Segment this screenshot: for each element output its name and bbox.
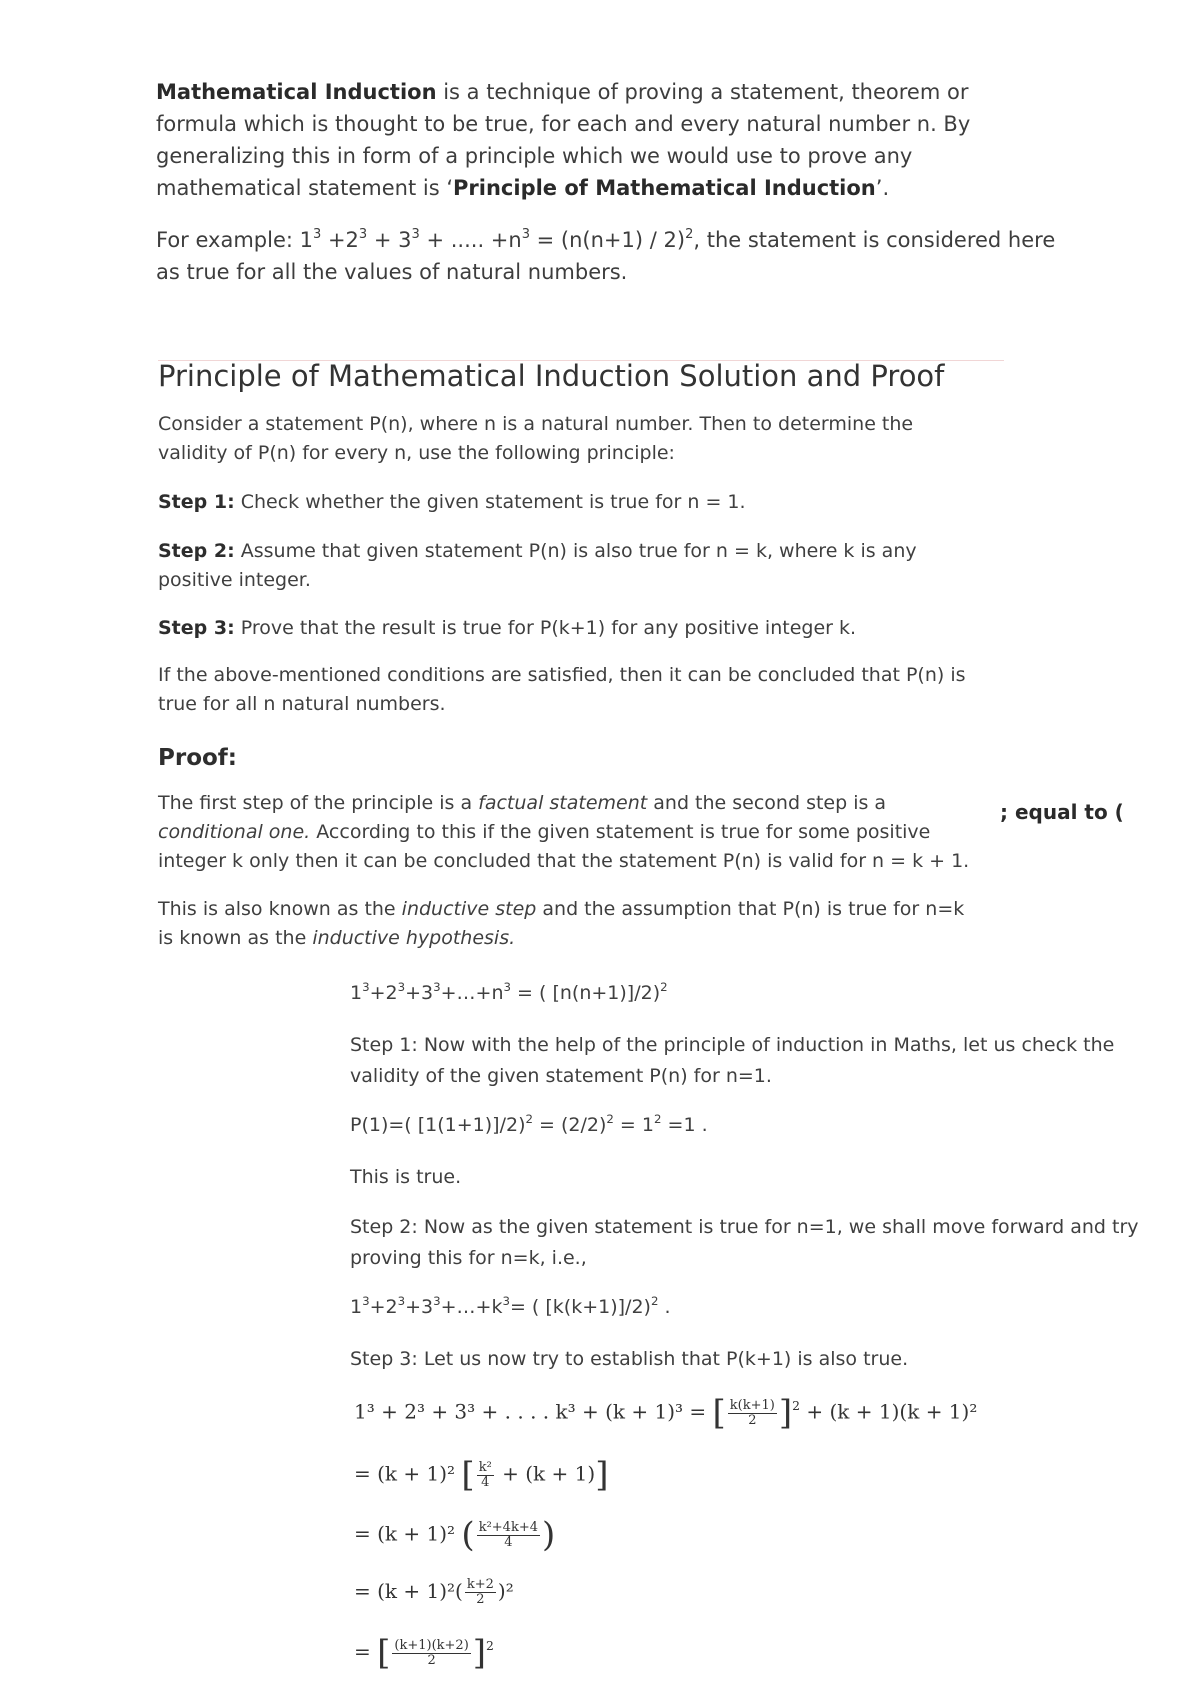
- example-text: + ..... +n: [419, 228, 522, 252]
- k-formula: [350, 1292, 1180, 1323]
- formula-text: 1: [350, 982, 363, 1004]
- solution-step-2: Step 2: Now as the given statement is true for n=1, we shall move forward and try proving this for n=k, i.e.,: [350, 1216, 1139, 1269]
- inductive-paragraph: [158, 895, 978, 953]
- formula-text: = ( [k(k+1)]/2): [509, 1296, 651, 1318]
- math-text: =: [354, 1639, 378, 1664]
- sum-formula: [350, 978, 1180, 1009]
- proof-text: This is also known as the: [158, 898, 402, 920]
- proof-paragraph: [158, 789, 978, 876]
- proof-emphasis: inductive hypothesis.: [312, 927, 516, 949]
- formula-text: = (2/2): [532, 1114, 607, 1136]
- numerator: (k+1)(k+2): [394, 1637, 469, 1653]
- math-text: = (k + 1)²(: [354, 1579, 463, 1603]
- exponent: 3: [503, 979, 512, 994]
- fraction: [465, 1578, 496, 1607]
- numerator: k²: [478, 1459, 492, 1475]
- exponent: 3: [521, 226, 530, 242]
- example-text: = (n(n+1) / 2): [529, 228, 686, 252]
- math-text: + (k + 1)(k + 1)²: [800, 1399, 978, 1424]
- formula-text: +…+k: [440, 1296, 503, 1318]
- formula-text: = 1: [613, 1114, 654, 1136]
- numerator: k+2: [466, 1577, 494, 1592]
- math-text: = (k + 1)²: [354, 1521, 462, 1546]
- denominator: 2: [748, 1412, 757, 1428]
- math-line-5: [354, 1633, 494, 1673]
- fraction: [392, 1639, 470, 1668]
- clipped-side-note: ; equal to (: [1000, 800, 1124, 824]
- proof-emphasis: factual statement: [478, 792, 648, 814]
- true-statement: This is true.: [350, 1166, 462, 1188]
- exponent: 3: [362, 979, 370, 994]
- parenthesis: ): [541, 1515, 556, 1555]
- exponent: 3: [433, 1293, 441, 1308]
- exponent: 3: [502, 1293, 510, 1308]
- proof-text: and the second step is a: [647, 792, 887, 814]
- denominator: 4: [504, 1534, 513, 1550]
- section-heading-text: Principle of Mathematical Induction Solution and Proof: [158, 359, 945, 393]
- exponent: 2: [685, 226, 694, 242]
- formula-text: 1: [350, 1296, 363, 1318]
- denominator: 2: [476, 1592, 485, 1607]
- exponent: 2: [525, 1111, 533, 1126]
- formula-text: +2: [369, 1296, 398, 1318]
- exponent: 2: [650, 1293, 659, 1308]
- formula-text: +…+n: [440, 982, 504, 1004]
- math-line-2: [354, 1455, 609, 1495]
- step-1: [158, 488, 978, 517]
- step-label: Step 3:: [158, 617, 235, 639]
- step-2: [158, 537, 978, 595]
- exponent: 3: [358, 226, 368, 242]
- consider-paragraph: Consider a statement P(n), where n is a natural number. Then to determine the validity of P(n) for every n, use the following principle:: [158, 413, 914, 464]
- formula-text: +3: [405, 982, 434, 1004]
- step-label: Step 2:: [158, 540, 235, 562]
- principle-term: Principle of Mathematical Induction: [453, 176, 876, 200]
- fraction: [728, 1399, 777, 1428]
- bracket: [: [712, 1393, 726, 1433]
- intro-end: ’.: [875, 176, 890, 200]
- denominator: 4: [481, 1474, 490, 1490]
- exponent: 2: [606, 1111, 614, 1126]
- denominator: 2: [427, 1652, 436, 1668]
- math-line-1: [354, 1393, 978, 1433]
- section-heading: [158, 360, 1004, 395]
- step-label: Step 1:: [158, 491, 235, 513]
- math-line-3: [354, 1515, 556, 1555]
- formula-text: +2: [369, 982, 398, 1004]
- proof-heading: Proof:: [158, 745, 238, 771]
- proof-emphasis: conditional one.: [158, 821, 311, 843]
- math-text: )²: [497, 1579, 514, 1603]
- step-text: Check whether the given statement is true for n = 1.: [234, 491, 746, 513]
- conclusion-paragraph: If the above-mentioned conditions are satisfied, then it can be concluded that P(n) is true for all n natural numbers.: [158, 664, 966, 715]
- bracket: ]: [778, 1393, 793, 1433]
- exponent: 3: [397, 1293, 406, 1308]
- proof-text: According to this if the given statement is true for some positive integer k only then it can be concluded that the statement P(n) is valid for n = k + 1.: [158, 821, 970, 872]
- proof-text: and the assumption that P(n) is true for n=k is known as the: [158, 898, 965, 949]
- exponent: 3: [362, 1293, 370, 1308]
- p1-formula: [350, 1110, 1180, 1141]
- fraction: [477, 1461, 494, 1490]
- math-text: + (k + 1): [495, 1461, 596, 1486]
- solution-step-3: Step 3: Let us now try to establish that P(k+1) is also true.: [350, 1348, 909, 1370]
- parenthesis: (: [461, 1515, 475, 1555]
- numerator: k(k+1): [729, 1397, 775, 1413]
- bracket: [: [461, 1455, 475, 1495]
- formula-text: P(1)=( [1(1+1)]/2): [350, 1114, 526, 1136]
- intro-term: Mathematical Induction: [156, 80, 437, 104]
- formula-text: = ( [n(n+1)]/2): [511, 982, 661, 1004]
- formula-text: .: [658, 1296, 671, 1318]
- step-text: Assume that given statement P(n) is also true for n = k, where k is any positive integer.: [158, 540, 917, 591]
- intro-text: is a technique of proving a statement, theorem or formula which is thought to be true, for each and every natural number n. By generalizing this in form of a principle which we would use to prove any mathematical statement is ‘: [156, 80, 971, 200]
- step-text: Prove that the result is true for P(k+1) for any positive integer k.: [234, 617, 857, 639]
- numerator: k²+4k+4: [478, 1519, 538, 1535]
- math-text: 1³ + 2³ + 3³ + . . . . k³ + (k + 1)³ =: [354, 1399, 713, 1424]
- exponent: 2: [660, 979, 668, 994]
- exponent: 2: [486, 1637, 494, 1653]
- step-3: [158, 614, 978, 643]
- exponent: 2: [653, 1111, 662, 1126]
- example-paragraph: [156, 224, 1056, 288]
- example-text: + 3: [367, 228, 412, 252]
- formula-text: =1 .: [661, 1114, 708, 1136]
- solution-step-1: Step 1: Now with the help of the principle of induction in Maths, let us check the validity of the given statement P(n) for n=1.: [350, 1034, 1115, 1087]
- example-text: For example: 1: [156, 228, 313, 252]
- fraction: [477, 1521, 540, 1550]
- proof-emphasis: inductive step: [401, 898, 537, 920]
- example-text: +2: [321, 228, 359, 252]
- exponent: 3: [313, 226, 322, 242]
- exponent: 3: [411, 226, 420, 242]
- math-text: = (k + 1)²: [354, 1461, 462, 1486]
- intro-paragraph: [156, 76, 1056, 204]
- exponent: 3: [433, 979, 441, 994]
- bracket: ]: [595, 1455, 609, 1495]
- math-line-4: [354, 1578, 514, 1607]
- exponent: 2: [792, 1397, 801, 1413]
- example-text: , the statement is considered here as true for all the values of natural numbers.: [156, 228, 1056, 284]
- formula-text: +3: [405, 1296, 434, 1318]
- bracket: ]: [472, 1633, 487, 1673]
- proof-text: The first step of the principle is a: [158, 792, 479, 814]
- exponent: 3: [397, 979, 406, 994]
- bracket: [: [377, 1633, 391, 1673]
